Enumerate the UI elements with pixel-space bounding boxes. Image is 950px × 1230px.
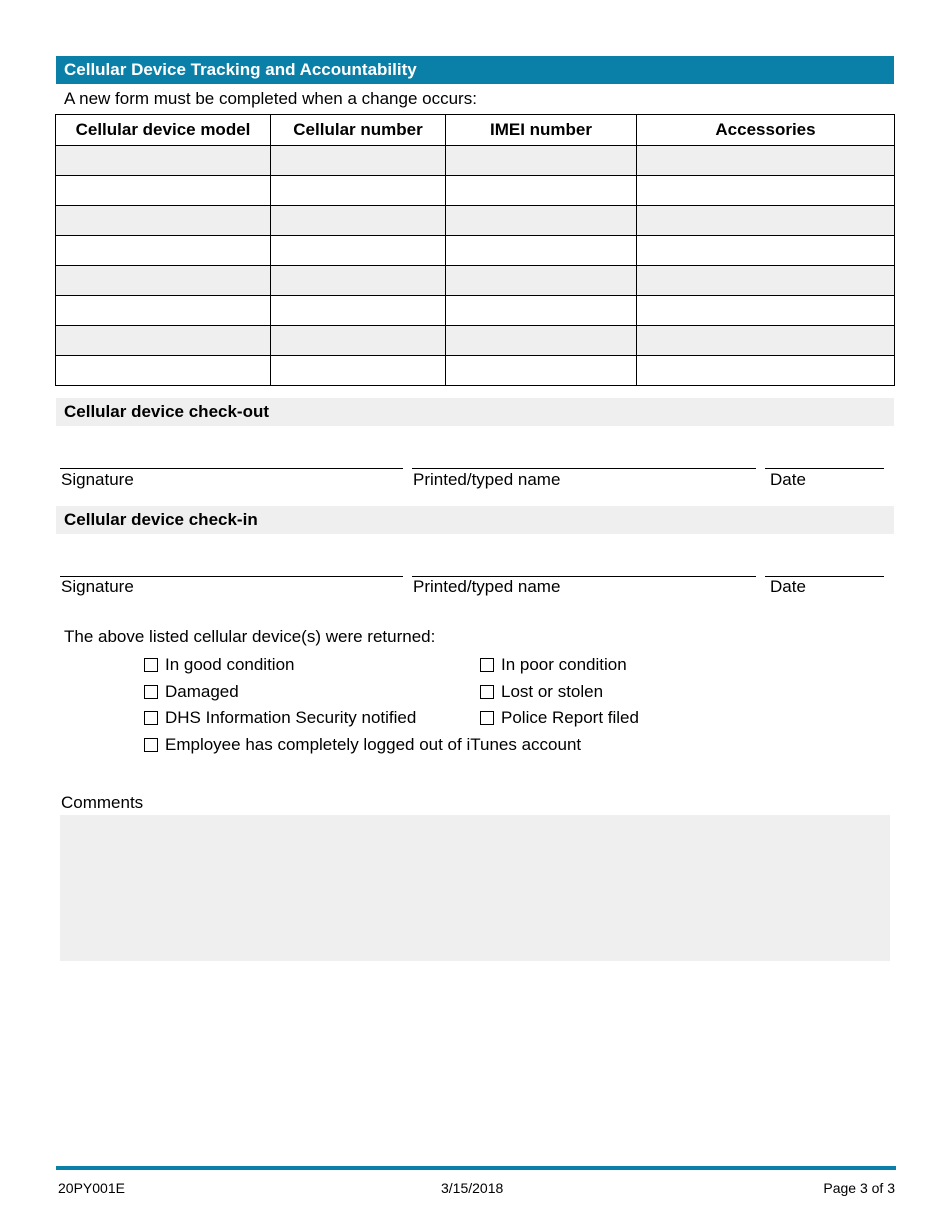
table-cell-input[interactable] — [271, 146, 445, 175]
section-title: Cellular Device Tracking and Accountability — [56, 56, 894, 84]
table-cell — [637, 356, 895, 386]
itunes-logout-checkbox[interactable] — [144, 738, 158, 752]
table-cell-input[interactable] — [637, 266, 894, 295]
lost-stolen-label: Lost or stolen — [501, 682, 604, 701]
column-header-accessories: Accessories — [637, 115, 895, 146]
table-cell — [56, 296, 271, 326]
checkout-signature-field[interactable] — [60, 447, 407, 469]
checkout-signature-line — [60, 468, 403, 469]
table-cell-input[interactable] — [56, 266, 270, 295]
table-row — [56, 176, 895, 206]
checkout-name-label: Printed/typed name — [413, 470, 561, 489]
table-cell-input[interactable] — [271, 206, 445, 235]
lost-stolen-checkbox[interactable] — [480, 685, 494, 699]
table-cell-input[interactable] — [637, 296, 894, 325]
table-cell — [446, 206, 637, 236]
damaged-option[interactable] — [144, 682, 239, 702]
good-condition-option[interactable] — [144, 655, 295, 675]
footer-rule — [56, 1166, 896, 1170]
column-header-number: Cellular number — [271, 115, 446, 146]
checkin-signature-label: Signature — [61, 577, 134, 596]
table-cell — [637, 176, 895, 206]
table-cell-input[interactable] — [446, 206, 636, 235]
table-row — [56, 206, 895, 236]
table-cell-input[interactable] — [637, 326, 894, 355]
checkout-name-field[interactable] — [412, 447, 760, 469]
table-cell — [446, 266, 637, 296]
table-row — [56, 326, 895, 356]
table-cell-input[interactable] — [56, 326, 270, 355]
table-cell — [637, 236, 895, 266]
itunes-logout-label: Employee has completely logged out of iTunes account — [165, 735, 582, 754]
good-condition-label: In good condition — [165, 655, 295, 674]
table-cell — [271, 176, 446, 206]
table-cell — [637, 146, 895, 176]
table-cell — [637, 206, 895, 236]
table-cell — [56, 356, 271, 386]
table-cell-input[interactable] — [446, 296, 636, 325]
table-cell — [271, 236, 446, 266]
table-cell — [271, 296, 446, 326]
column-header-imei: IMEI number — [446, 115, 637, 146]
footer-page-number: Page 3 of 3 — [823, 1180, 895, 1196]
footer-date: 3/15/2018 — [441, 1180, 504, 1196]
checkout-signature-label: Signature — [61, 470, 134, 489]
checkout-name-line — [412, 468, 756, 469]
checkin-signature-field[interactable] — [60, 555, 407, 577]
table-cell — [271, 356, 446, 386]
table-cell-input[interactable] — [56, 206, 270, 235]
table-cell-input[interactable] — [446, 146, 636, 175]
checkin-name-field[interactable] — [412, 555, 760, 577]
table-cell-input[interactable] — [446, 236, 636, 265]
police-report-option[interactable] — [480, 708, 639, 728]
checkout-heading: Cellular device check-out — [56, 398, 894, 426]
good-condition-checkbox[interactable] — [144, 658, 158, 672]
lost-stolen-option[interactable] — [480, 682, 603, 702]
police-report-label: Police Report filed — [501, 708, 639, 727]
table-cell-input[interactable] — [56, 176, 270, 205]
table-cell-input[interactable] — [446, 356, 636, 385]
returned-text: The above listed cellular device(s) were returned: — [64, 627, 436, 646]
poor-condition-checkbox[interactable] — [480, 658, 494, 672]
poor-condition-label: In poor condition — [501, 655, 627, 674]
table-cell — [56, 326, 271, 356]
table-row — [56, 236, 895, 266]
checkout-date-line — [765, 468, 884, 469]
table-cell-input[interactable] — [637, 356, 894, 385]
table-cell — [56, 266, 271, 296]
table-cell-input[interactable] — [271, 266, 445, 295]
table-header-row — [56, 115, 895, 146]
checkout-date-label: Date — [770, 470, 806, 489]
table-row — [56, 146, 895, 176]
table-cell-input[interactable] — [637, 206, 894, 235]
table-cell — [56, 206, 271, 236]
table-cell — [56, 146, 271, 176]
police-report-checkbox[interactable] — [480, 711, 494, 725]
column-header-model: Cellular device model — [56, 115, 271, 146]
dhs-notified-checkbox[interactable] — [144, 711, 158, 725]
checkin-date-field[interactable] — [765, 555, 888, 577]
table-cell-input[interactable] — [637, 236, 894, 265]
table-cell-input[interactable] — [446, 266, 636, 295]
itunes-logout-option[interactable] — [144, 735, 581, 755]
table-cell — [271, 326, 446, 356]
table-cell — [446, 146, 637, 176]
damaged-checkbox[interactable] — [144, 685, 158, 699]
checkout-date-field[interactable] — [765, 447, 888, 469]
table-row — [56, 266, 895, 296]
table-cell-input[interactable] — [446, 326, 636, 355]
table-cell-input[interactable] — [637, 176, 894, 205]
poor-condition-option[interactable] — [480, 655, 627, 675]
table-cell-input[interactable] — [56, 356, 270, 385]
table-cell-input[interactable] — [271, 326, 445, 355]
device-table — [55, 114, 895, 386]
dhs-notified-option[interactable] — [144, 708, 416, 728]
table-cell-input[interactable] — [271, 356, 445, 385]
table-cell — [446, 356, 637, 386]
table-cell — [446, 176, 637, 206]
table-row — [56, 296, 895, 326]
checkin-date-label: Date — [770, 577, 806, 596]
comments-field[interactable] — [60, 815, 890, 961]
dhs-notified-label: DHS Information Security notified — [165, 708, 417, 727]
comments-label: Comments — [61, 793, 144, 812]
table-cell — [637, 326, 895, 356]
table-cell — [446, 236, 637, 266]
table-cell-input[interactable] — [56, 146, 270, 175]
table-cell-input[interactable] — [56, 236, 270, 265]
intro-text: A new form must be completed when a change occurs: — [64, 89, 477, 108]
table-cell-input[interactable] — [271, 296, 445, 325]
table-cell-input[interactable] — [56, 296, 270, 325]
table-cell — [271, 206, 446, 236]
table-cell-input[interactable] — [271, 176, 445, 205]
table-cell-input[interactable] — [446, 176, 636, 205]
table-row — [56, 356, 895, 386]
footer-form-id: 20PY001E — [58, 1180, 125, 1196]
table-cell — [271, 146, 446, 176]
table-cell — [56, 176, 271, 206]
checkin-name-label: Printed/typed name — [413, 577, 561, 596]
table-cell — [446, 326, 637, 356]
checkin-heading: Cellular device check-in — [56, 506, 894, 534]
damaged-label: Damaged — [165, 682, 239, 701]
table-cell-input[interactable] — [637, 146, 894, 175]
table-cell — [446, 296, 637, 326]
table-cell — [637, 296, 895, 326]
table-cell — [56, 236, 271, 266]
table-cell-input[interactable] — [271, 236, 445, 265]
table-cell — [637, 266, 895, 296]
table-cell — [271, 266, 446, 296]
